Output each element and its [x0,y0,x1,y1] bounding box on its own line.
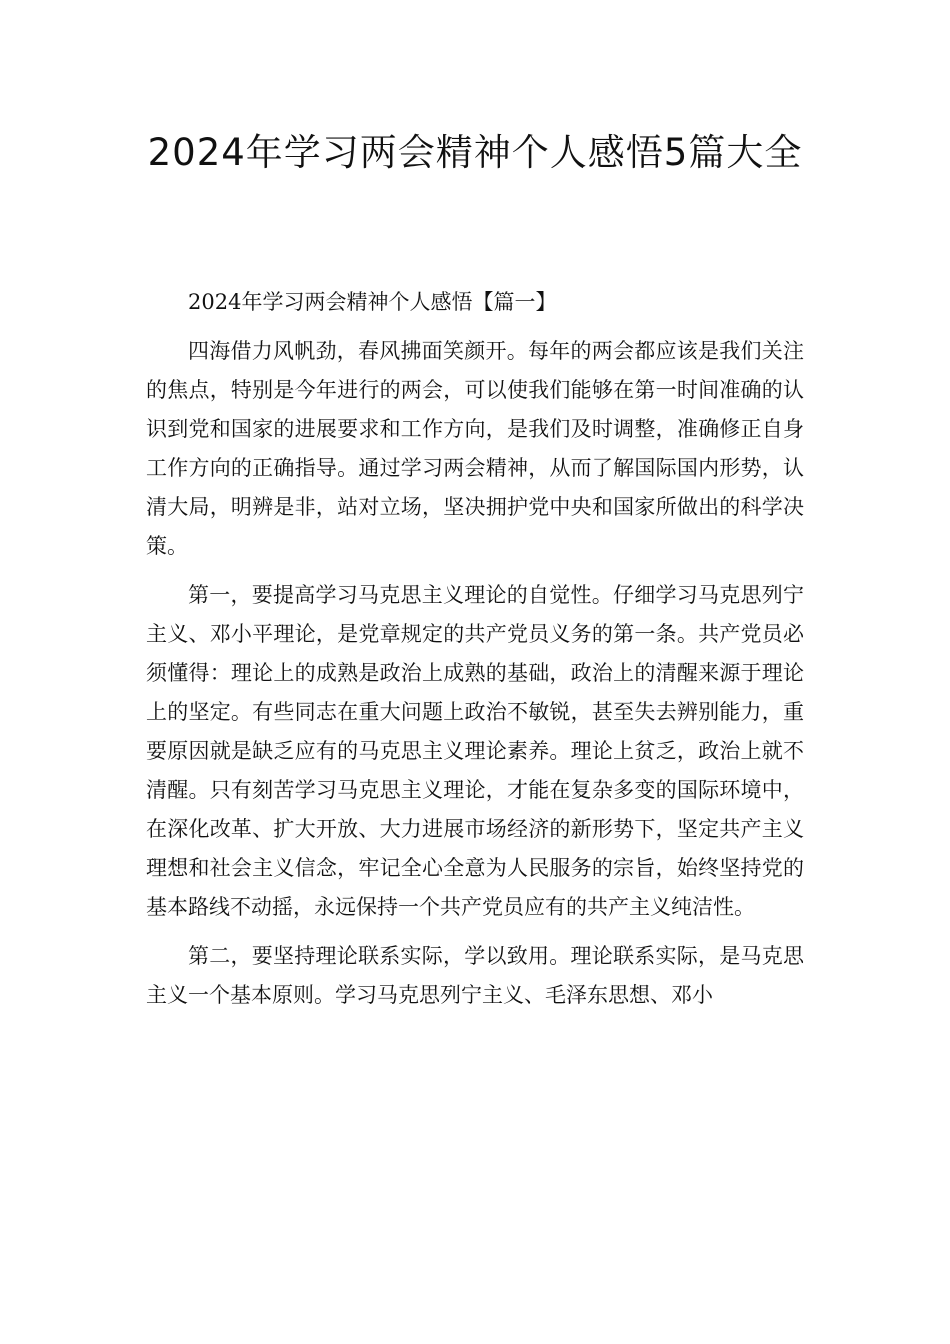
paragraph-1: 四海借力风帆劲，春风拂面笑颜开。每年的两会都应该是我们关注的焦点，特别是今年进行的两会，可以使我们能够在第一时间准确的认识到党和国家的进展要求和工作方向，是我们及时调整，准确修正自身工作方向的正确指导。通过学习两会精神，从而了解国际国内形势，认清大局，明辨是非，站对立场，坚决拥护党中央和国家所做出的科学决策。 [146,339,804,558]
section-heading: 2024年学习两会精神个人感悟【篇一】 [188,290,557,314]
paragraph-3: 第二，要坚持理论联系实际，学以致用。理论联系实际，是马克思主义一个基本原则。学习马克思列宁主义、毛泽东思想、邓小 [146,944,804,1007]
paragraph-2: 第一，要提高学习马克思主义理论的自觉性。仔细学习马克思列宁主义、邓小平理论，是党章规定的共产党员义务的第一条。共产党员必须懂得：理论上的成熟是政治上成熟的基础，政治上的清醒来源于理论上的坚定。有些同志在重大问题上政治不敏锐，甚至失去辨别能力，重要原因就是缺乏应有的马克思主义理论素养。理论上贫乏，政治上就不清醒。只有刻苦学习马克思主义理论，才能在复杂多变的国际环境中，在深化改革、扩大开放、大力进展市场经济的新形势下，坚定共产主义理想和社会主义信念，牢记全心全意为人民服务的宗旨，始终坚持党的基本路线不动摇，永远保持一个共产党员应有的共产主义纯洁性。 [146,583,804,919]
document-body [146,283,804,1025]
document-title: 2024年学习两会精神个人感悟5篇大全 [147,131,803,174]
